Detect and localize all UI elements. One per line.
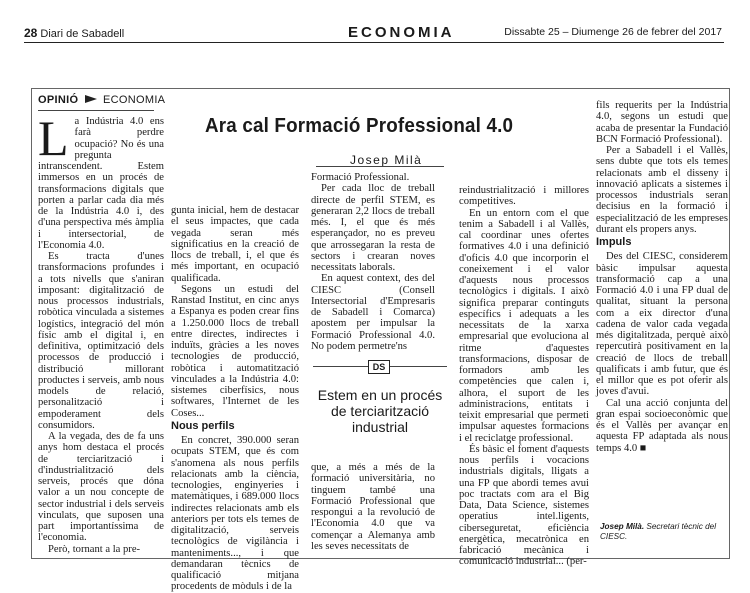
column-3-continued <box>311 462 435 552</box>
article-author: Josep Milà <box>350 153 423 167</box>
tag-opinion: OPINIÓ <box>38 94 79 106</box>
paragraph: Però, tornant a la pre- <box>48 543 141 555</box>
subheading-nous-perfils: Nous perfils <box>171 419 235 432</box>
signature-name: Josep Milà. <box>600 522 645 531</box>
drop-cap: L <box>38 110 69 166</box>
column-2 <box>171 205 299 593</box>
page-header <box>24 23 724 43</box>
ds-badge: DS <box>368 360 390 374</box>
signature-role: Secretari tècnic del CIESC. <box>600 522 717 541</box>
paragraph: que, a més a més de la formació universitària, no tinguem també una Formació Professional que respongui a la revolució de l'Economia 4.0 que va començar a Alemanya amb les seves necessitats de <box>311 462 435 552</box>
column-1 <box>38 110 164 555</box>
paragraph: En un entorn com el que tenim a Sabadell i al Vallès, cal coordinar unes ofertes formatives 4.0 i una definició d'oficis 4.0 que incorporin el coneixement i el valor d'aquests nous processos tecnològics i digitals. I això significa preparar continguts específics i adequats a les necessitats de la xarxa empresarial que evoluciona al ritme d'aquestes transformacions, disposar de formadors amb les competències que calen i, alhora, el suport de les administracions, entitats i teixit empresarial que permeti impulsar aquestes formacions i el reciclatge professional. <box>459 207 589 444</box>
paragraph: reindustrialització i millores competitives. <box>459 185 589 208</box>
column-3 <box>311 172 435 352</box>
paragraph: Segons un estudi del Ranstad Institut, en cinc anys a Espanya es poden crear fins a 1.250.000 llocs de treball entre directes, indirectes i induïts, gràcies a les noves tecnologies de producció, robòtica i automatització vinculades a la Indústria 4.0: sistemes ciberfísics, nous softwares, l'Internet de les Coses... <box>171 283 299 419</box>
article-title: Ara cal Formació Professional 4.0 <box>205 115 514 137</box>
paragraph: Per a Sabadell i el Vallès, sens dubte que tots els temes relacionats amb el disseny i innovació aplicats a sistemes i processos industrials seran decisius en la formació i especialització de les empreses durant els propers anys. <box>596 145 728 235</box>
paragraph: És bàsic el foment d'aquests nous perfils i vocacions industrials digitals, lligats a una FP que abordi temes avui poc tractats com ara el Big Data, Data Science, sistemes operatius intel.ligents, ciberseguretat, eficiència energètica, mecatrònica en fabricació mecànica i comunicació industrial... (per- <box>459 443 589 568</box>
issue-date: Dissabte 25 – Diumenge 26 de febrer del 2017 <box>504 26 722 38</box>
tag-section: ECONOMIA <box>103 94 166 106</box>
arrow-right-icon <box>85 95 97 103</box>
paragraph: Formació Professional. <box>311 172 410 183</box>
page-number-line <box>24 26 124 40</box>
pull-quote-box <box>313 360 447 457</box>
paragraph: gunta inicial, hem de destacar el seus impactes, que cada vegada seran més significatius en la creació de llocs de treball, i, el que és més important, en ocupació qualificada. <box>171 205 299 284</box>
newspaper-name: Diari de Sabadell <box>40 28 125 40</box>
paragraph: a Indústria 4.0 ens farà perdre ocupació? No és una pregunta intranscendent. Estem immersos en un procés de transformacions digitals que porten a parlar cada dia més de la Indústria 4.0 i, des d'una perspectiva més àmplia i intersectorial, de l'Economia 4.0. <box>38 116 164 251</box>
column-5 <box>596 100 728 454</box>
column-4 <box>459 185 589 568</box>
pull-quote: Estem en un procés de terciarització industrial <box>317 387 443 435</box>
paragraph: Des del CIESC, considerem bàsic impulsar aquesta transformació cap a una Formació 4.0 i una FP dual de qualitat, situant la persona com a eix director d'una cadena de valor cada vegada més digitalitzada, perquè això repercutirà positivament en la creació de llocs de treball qualificats i amb futur, que és el millor que es pot oferir als joves d'avui. <box>596 251 728 398</box>
subheading-impuls: Impuls <box>596 236 632 248</box>
paragraph: En concret, 390.000 seran ocupats STEM, que és com s'anomena als nous perfils relacionats amb la ciència, tecnologies, enginyeries i matemàtiques, i 689.000 llocs indirectes relacionats amb els anteriors per tots els temes de digitalització, serveis tecnològics de vigilància i manteniments..., i que demandaran tècnics de qualificació mitjana procedents de mòduls i de la <box>171 435 299 593</box>
paragraph: Cal una acció conjunta del gran espai socioeconòmic que és el Vallès per avançar en aquesta FP adaptada als nous temps 4.0 ■ <box>596 397 728 454</box>
paragraph: Per cada lloc de treball directe de perfil STEM, es generaran 2,2 llocs de treball més. I, el que és més esperançador, no es preveu que arrossegaran la resta de sectors i crearan noves necessitats laborals. <box>311 183 435 273</box>
author-rule <box>316 166 444 167</box>
paragraph: En aquest context, des del CIESC (Consell Intersectorial d'Empresaris de Sabadell i Comarca) apostem per impulsar la Formació Professional 4.0. No podem permetre'ns <box>311 273 435 352</box>
paragraph: fils requerits per la Indústria 4.0, segons un estudi que acaba de presentar la Fundació BCN Formació Professional). <box>596 100 728 145</box>
paragraph: Es tracta d'unes transformacions profundes i a tots nivells que s'aniran imposant: digitalització de nous processos industrials, robòtica vinculada a sistemes logístics, integració del món físic amb el digital i, en definitiva, optimització dels processos de producció i distribució millorant productes i serveis, amb nous models de relació, personalització i empoderament dels consumidors. <box>38 251 164 431</box>
article-tag <box>38 94 165 106</box>
page-number: 28 <box>24 26 38 40</box>
author-signature <box>600 522 726 542</box>
paragraph: A la vegada, des de fa uns anys hom destaca el procés de terciarització i d'industrialització dels serveis, procés que dóna valor a un nou concepte de sector industrial i dels serveis vinculats, que suposen una part importantíssima de l'economia. <box>38 431 164 544</box>
section-title: ECONOMIA <box>348 24 455 41</box>
